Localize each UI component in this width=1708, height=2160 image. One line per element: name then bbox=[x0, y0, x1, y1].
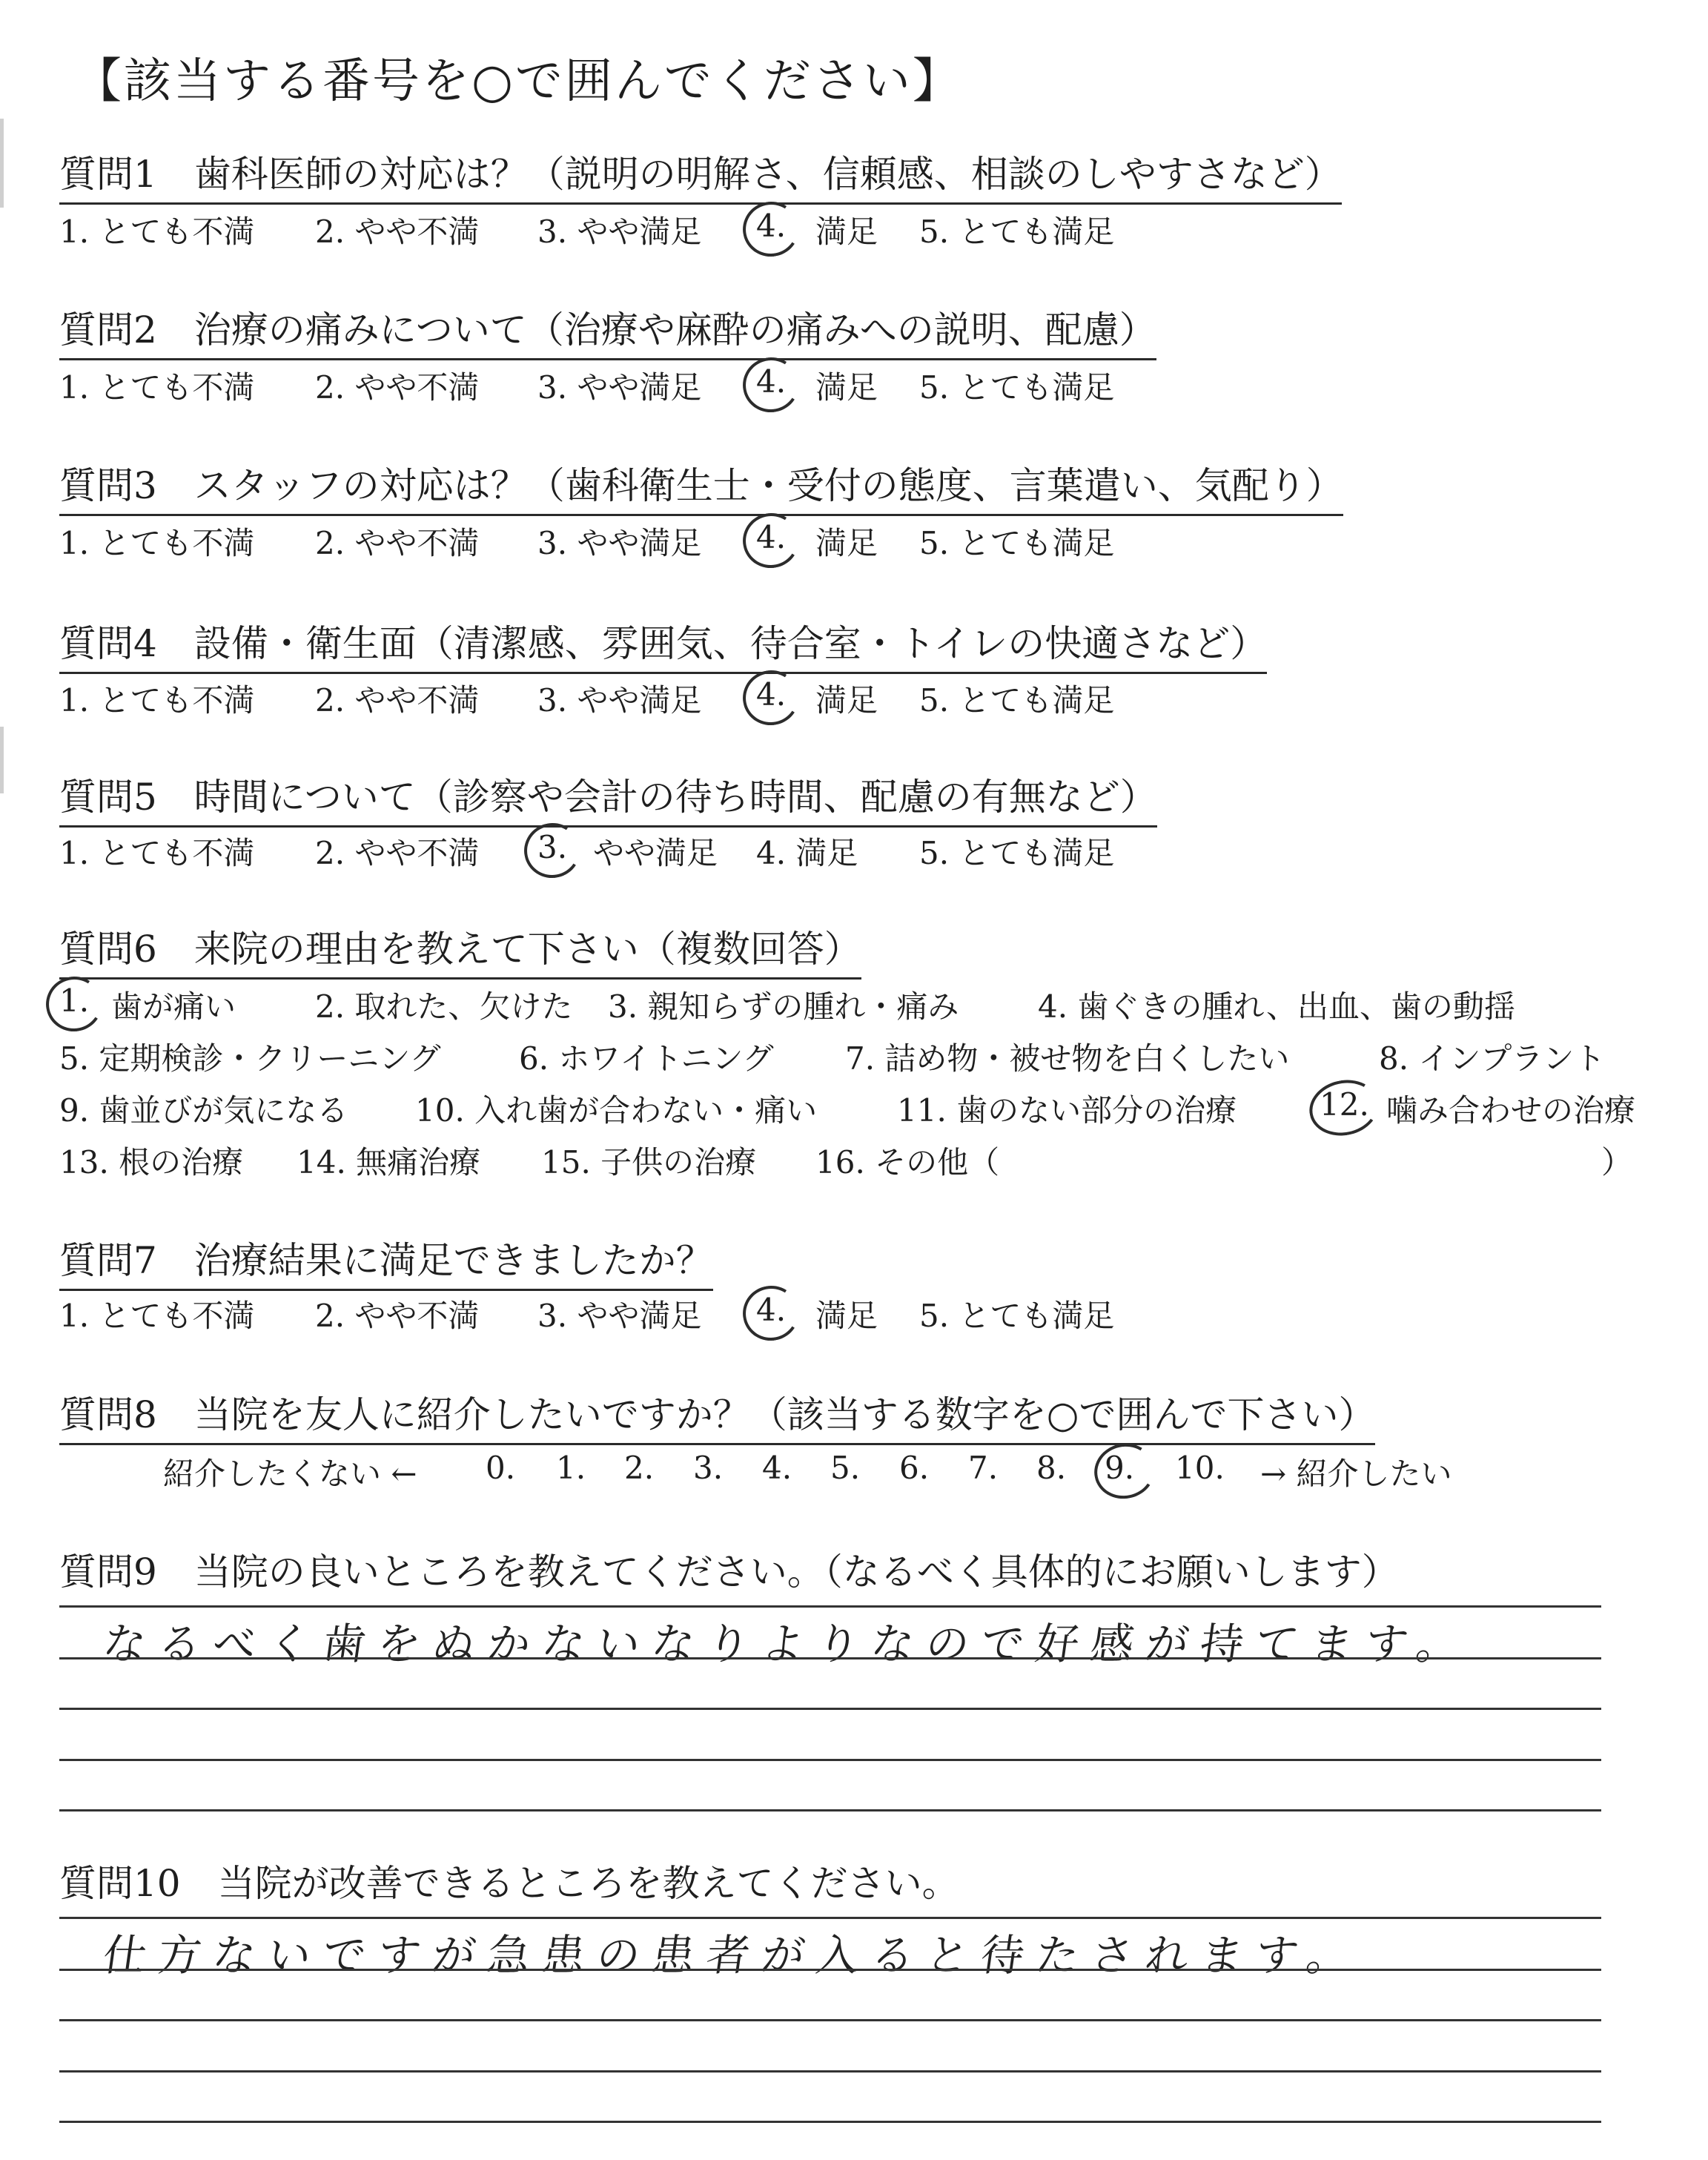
scale-right-label: → 紹介したい bbox=[1260, 1456, 1452, 1492]
question-1-options bbox=[59, 208, 1115, 250]
reason-4: 4. 歯ぐきの腫れ、出血、歯の動揺 bbox=[1038, 988, 1515, 1025]
option-3: 3. やや満足 bbox=[537, 525, 702, 561]
answer-line bbox=[59, 1708, 1601, 1710]
option-3: 3. やや満足 bbox=[537, 214, 702, 250]
option-4-selected bbox=[756, 363, 786, 400]
scale-1: 1. bbox=[556, 1450, 586, 1486]
question-4-options bbox=[59, 676, 1115, 719]
scale-3: 3. bbox=[693, 1450, 724, 1486]
option-number: 3. bbox=[537, 829, 568, 865]
scale-2: 2. bbox=[624, 1450, 655, 1486]
question-2-options bbox=[59, 363, 1115, 406]
reason-7: 7. 詰め物・被せ物を白くしたい bbox=[845, 1040, 1290, 1077]
reason-12-selected bbox=[1320, 1086, 1369, 1123]
option-number: 4. bbox=[756, 208, 787, 244]
selection-circle bbox=[738, 196, 804, 262]
scale-0: 0. bbox=[486, 1450, 516, 1486]
option-2: 2. やや不満 bbox=[315, 369, 480, 406]
selection-circle bbox=[738, 508, 804, 573]
reason-13: 13. 根の治療 bbox=[59, 1144, 244, 1180]
answer-line bbox=[59, 1969, 1601, 1971]
reason-2: 2. 取れた、欠けた bbox=[315, 988, 573, 1025]
option-5: 5. とても満足 bbox=[919, 682, 1115, 719]
option-5: 5. とても満足 bbox=[919, 835, 1115, 871]
scale-8: 8. bbox=[1036, 1450, 1067, 1486]
page-title: 【該当する番号を○で囲んでください】 bbox=[74, 54, 962, 109]
option-4-label: 満足 bbox=[815, 1298, 878, 1334]
option-2: 2. やや不満 bbox=[315, 835, 480, 871]
reason-10: 10. 入れ歯が合わない・痛い bbox=[415, 1092, 818, 1129]
reason-6: 6. ホワイトニング bbox=[519, 1040, 774, 1077]
selection-circle bbox=[738, 665, 804, 730]
option-5: 5. とても満足 bbox=[919, 1298, 1115, 1334]
reason-3: 3. 親知らずの腫れ・痛み bbox=[608, 988, 959, 1025]
option-3: 3. やや満足 bbox=[537, 369, 702, 406]
handwritten-answer-q9: なるべく歯をぬかないなりよりなので好感が持てます。 bbox=[99, 1619, 1475, 1669]
reason-9: 9. 歯並びが気になる bbox=[59, 1092, 348, 1129]
option-2: 2. やや不満 bbox=[315, 525, 480, 561]
option-4-label: 満足 bbox=[815, 369, 878, 406]
option-2: 2. やや不満 bbox=[315, 1298, 480, 1334]
answer-line bbox=[59, 1917, 1601, 1919]
option-3: 3. やや満足 bbox=[537, 1298, 702, 1334]
selection-circle bbox=[738, 352, 804, 417]
answer-line bbox=[59, 1657, 1601, 1659]
question-5-options bbox=[59, 829, 1115, 871]
option-4-label: 満足 bbox=[815, 214, 878, 250]
reason-12-label: 噛み合わせの治療 bbox=[1386, 1092, 1636, 1129]
question-6-title: 質問6 来院の理由を教えて下さい（複数回答） bbox=[59, 919, 861, 980]
option-number: 1. bbox=[59, 982, 90, 1019]
scale-9-selected bbox=[1105, 1450, 1134, 1486]
question-3-options bbox=[59, 519, 1115, 561]
reason-5: 5. 定期検診・クリーニング bbox=[59, 1040, 441, 1077]
question-4-title: 質問4 設備・衛生面（清潔感、雰囲気、待合室・トイレの快適さなど） bbox=[59, 614, 1267, 674]
option-4-selected bbox=[756, 676, 786, 713]
question-7-title: 質問7 治療結果に満足できましたか？ bbox=[59, 1231, 713, 1291]
option-5: 5. とても満足 bbox=[919, 525, 1115, 561]
answer-line bbox=[59, 1759, 1601, 1761]
reason-16-close-paren: ） bbox=[1601, 1144, 1633, 1180]
option-2: 2. やや不満 bbox=[315, 682, 480, 719]
option-number: 4. bbox=[756, 363, 787, 400]
handwritten-answer-q10: 仕方ないですが急患の患者が入ると待たされます。 bbox=[99, 1930, 1366, 1981]
reason-1-label: 歯が痛い bbox=[111, 988, 236, 1025]
reason-16: 16. その他（ bbox=[815, 1144, 1000, 1180]
option-5: 5. とても満足 bbox=[919, 369, 1115, 406]
reason-11: 11. 歯のない部分の治療 bbox=[897, 1092, 1237, 1129]
option-2: 2. やや不満 bbox=[315, 214, 480, 250]
answer-line bbox=[59, 2019, 1601, 2021]
scan-edge-mark bbox=[0, 727, 4, 793]
option-4: 4. 満足 bbox=[756, 835, 858, 871]
option-1: 1. とても不満 bbox=[59, 369, 255, 406]
question-2-title: 質問2 治療の痛みについて（治療や麻酔の痛みへの説明、配慮） bbox=[59, 300, 1156, 360]
option-4-selected bbox=[756, 208, 786, 244]
selection-circle bbox=[41, 971, 107, 1037]
option-3: 3. やや満足 bbox=[537, 682, 702, 719]
option-number: 9. bbox=[1105, 1450, 1135, 1486]
option-1: 1. とても不満 bbox=[59, 525, 255, 561]
option-4-selected bbox=[756, 1292, 786, 1328]
option-1: 1. とても不満 bbox=[59, 835, 255, 871]
answer-line bbox=[59, 2121, 1601, 2123]
answer-line bbox=[59, 1605, 1601, 1608]
option-4-label: 満足 bbox=[815, 682, 878, 719]
option-5: 5. とても満足 bbox=[919, 214, 1115, 250]
reason-8: 8. インプラント bbox=[1379, 1040, 1606, 1077]
selection-circle bbox=[519, 818, 586, 883]
scale-10: 10. bbox=[1175, 1450, 1225, 1486]
option-1: 1. とても不満 bbox=[59, 1298, 255, 1334]
question-7-options bbox=[59, 1292, 1115, 1334]
option-number: 4. bbox=[756, 1292, 787, 1328]
question-8-scale bbox=[59, 1450, 1452, 1492]
question-6-options-row-3 bbox=[59, 1086, 1636, 1129]
scale-7: 7. bbox=[968, 1450, 999, 1486]
option-number: 12. bbox=[1320, 1086, 1369, 1123]
option-number: 4. bbox=[756, 519, 787, 555]
question-1-title: 質問1 歯科医師の対応は？（説明の明解さ、信頼感、相談のしやすさなど） bbox=[59, 145, 1342, 205]
reason-1-selected bbox=[59, 982, 89, 1019]
question-3-title: 質問3 スタッフの対応は？（歯科衛生士・受付の態度、言葉遣い、気配り） bbox=[59, 456, 1343, 516]
answer-line bbox=[59, 2070, 1601, 2073]
selection-circle bbox=[1089, 1438, 1160, 1504]
option-4-selected bbox=[756, 519, 786, 555]
option-4-label: 満足 bbox=[815, 525, 878, 561]
selection-circle bbox=[738, 1281, 804, 1346]
option-1: 1. とても不満 bbox=[59, 214, 255, 250]
question-5-title: 質問5 時間について（診察や会計の待ち時間、配慮の有無など） bbox=[59, 767, 1157, 828]
scan-edge-mark bbox=[0, 119, 4, 208]
scale-4: 4. bbox=[762, 1450, 792, 1486]
answer-line bbox=[59, 1809, 1601, 1811]
question-9-title: 質問9 当院の良いところを教えてください。（なるべく具体的にお願いします） bbox=[59, 1550, 1399, 1593]
question-8-title: 質問8 当院を友人に紹介したいですか？（該当する数字を○で囲んで下さい） bbox=[59, 1385, 1375, 1445]
reason-14: 14. 無痛治療 bbox=[297, 1144, 481, 1180]
option-number: 4. bbox=[756, 676, 787, 713]
option-3-selected bbox=[537, 829, 567, 865]
question-10-title: 質問10 当院が改善できるところを教えてください。 bbox=[59, 1862, 959, 1905]
option-3-label: やや満足 bbox=[593, 835, 718, 871]
option-1: 1. とても不満 bbox=[59, 682, 255, 719]
scale-6: 6. bbox=[899, 1450, 930, 1486]
scale-left-label: 紹介したくない ← bbox=[163, 1456, 417, 1492]
scale-5: 5. bbox=[830, 1450, 861, 1486]
reason-15: 15. 子供の治療 bbox=[541, 1144, 757, 1180]
selection-circle bbox=[1304, 1074, 1383, 1142]
question-6-options-row-1 bbox=[59, 982, 1515, 1025]
